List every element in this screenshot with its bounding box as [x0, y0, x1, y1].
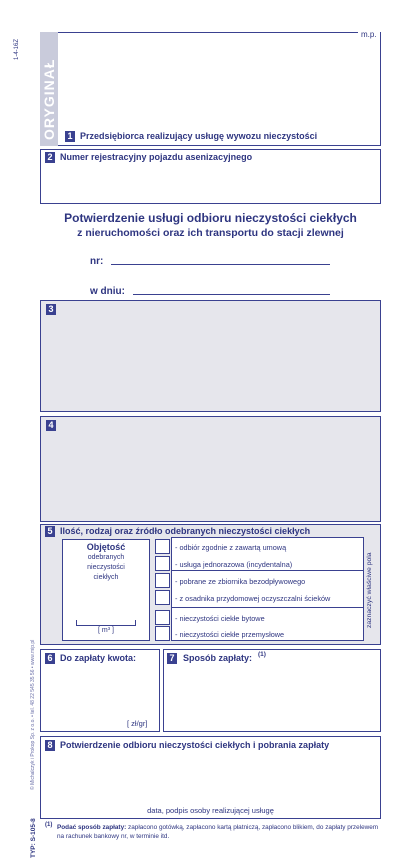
option-industrial: - nieczystości ciekłe przemysłowe: [175, 630, 285, 639]
footnote-text-1: zapłacono gotówką, zapłacono kartą płatniczą, zapłacono blikiem, do zapłaty przelewem: [128, 824, 379, 831]
footnote-line-2: na rachunek bankowy nr, w terminie itd.: [57, 833, 170, 840]
volume-title: Objętość: [86, 542, 126, 552]
original-watermark: ORYGINAŁ: [41, 58, 57, 140]
nr-field[interactable]: [111, 264, 330, 265]
volume-unit: [ m³ ]: [98, 627, 114, 634]
section-1-label: Przedsiębiorca realizujący usługę wywozu nieczystości: [80, 131, 318, 141]
stamp-label: m.p.: [361, 30, 377, 39]
volume-sub-2: nieczystości: [87, 564, 125, 571]
section-2-label: Numer rejestracyjny pojazdu asenizacyjnego: [60, 152, 253, 162]
document-subtitle: z nieruchomości oraz ich transportu do stacji zlewnej: [77, 227, 344, 239]
checkbox-domestic[interactable]: [155, 610, 170, 625]
section-1-box[interactable]: [40, 32, 381, 146]
date-field[interactable]: [133, 294, 330, 295]
payment-footnote-ref: (1): [258, 651, 266, 658]
section-1-number: 1: [65, 131, 75, 142]
section-6-label: Do zapłaty kwota:: [60, 653, 137, 663]
section-8-number: 8: [45, 740, 55, 751]
volume-sub-1: odebranych: [87, 554, 125, 561]
option-treatment-plant: - z osadnika przydomowej oczyszczalni ścieków: [175, 594, 331, 603]
section-4-number: 4: [46, 420, 56, 431]
options-panel: [171, 537, 364, 641]
option-domestic: - nieczystości ciekłe bytowe: [175, 614, 265, 623]
option-one-time: - usługa jednorazowa (incydentalna): [175, 560, 293, 569]
footnote-line-1: [57, 824, 378, 831]
mark-fields-note: zaznaczyć właściwe pola: [366, 552, 373, 628]
section-5-number: 5: [45, 526, 55, 537]
section-5-label: Ilość, rodzaj oraz źródło odebranych nieczystości ciekłych: [60, 526, 311, 536]
nr-label: nr:: [90, 256, 104, 267]
footnote-mark: (1): [45, 822, 53, 828]
section-2-number: 2: [45, 152, 55, 163]
date-label: w dniu:: [90, 286, 125, 297]
publisher-info: © Michalczyk i Prokop Sp. z o.o. • tel. 48 22 545 35 56 • www.mip.pl: [30, 639, 36, 790]
section-7-number: 7: [167, 653, 177, 664]
currency-unit: [ zł/gr]: [127, 719, 148, 728]
checkbox-industrial[interactable]: [155, 626, 170, 641]
section-8-label: Potwierdzenie odbioru nieczystości ciekłych i pobrania zapłaty: [60, 740, 330, 750]
type-code: TYP: S-105-8: [30, 818, 37, 858]
volume-sub-3: ciekłych: [93, 574, 119, 581]
volume-bracket: [76, 620, 136, 626]
footnote-bold: Podać sposób zapłaty:: [57, 824, 127, 831]
document-title: Potwierdzenie usługi odbioru nieczystości ciekłych: [64, 211, 357, 225]
checkbox-agreement[interactable]: [155, 539, 170, 554]
section-7-label: Sposób zapłaty:: [183, 653, 253, 663]
section-3-box[interactable]: [40, 300, 381, 412]
checkbox-one-time[interactable]: [155, 556, 170, 571]
checkbox-septic-tank[interactable]: [155, 573, 170, 588]
section-3-number: 3: [46, 304, 56, 315]
options-divider: [171, 570, 364, 571]
signature-caption: data, podpis osoby realizującej usługę: [147, 806, 274, 815]
section-6-number: 6: [45, 653, 55, 664]
options-divider: [171, 607, 364, 608]
option-septic-tank: - pobrane ze zbiornika bezodpływowego: [175, 577, 306, 586]
form-code: 1-4-16Z: [14, 38, 20, 60]
checkbox-treatment-plant[interactable]: [155, 590, 170, 605]
section-4-box[interactable]: [40, 416, 381, 522]
option-agreement: - odbiór zgodnie z zawartą umową: [175, 543, 287, 552]
section-1-top-rule: [58, 32, 358, 33]
